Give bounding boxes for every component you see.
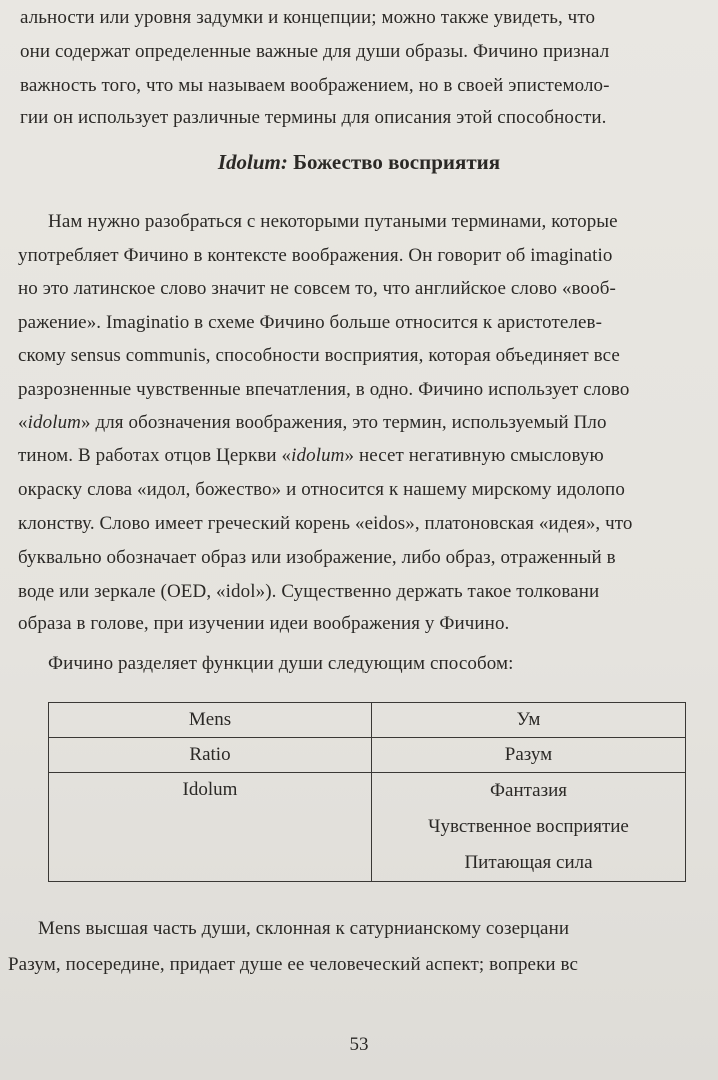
text-segment: » для обозначения воображения, это термин, используемый Пло [81,412,607,433]
italic-term: idolum [27,412,81,433]
table-cell-russian: Разум [372,738,686,773]
table-row [49,738,686,773]
text-line: альности или уровня задумки и концепции; можно также увидеть, что [20,7,596,28]
text-line: они содержат определенные важные для души образы. Фичино признал [20,41,610,62]
text-line: Разум, посередине, придает душе ее человеческий аспект; вопреки вс [8,954,579,975]
text-line [18,444,604,468]
text-line: разрозненные чувственные впечатления, в одно. Фичино использует слово [18,379,630,400]
italic-term: idolum [291,445,345,466]
table-row [49,773,686,882]
table-cell-line: Чувственное восприятие [428,816,629,837]
text-line: буквально обозначает образ или изображение, либо образ, отраженный в [18,547,616,568]
text-line: клонству. Слово имеет греческий корень «eidos», платоновская «идея», что [18,513,633,534]
text-line: но это латинское слово значит не совсем то, что английское слово «вооб- [18,278,616,299]
table-cell-latin: Idolum [49,773,372,882]
text-line: Mens высшая часть души, склонная к сатурнианскому созерцани [38,918,570,939]
table-cell-russian [372,773,686,882]
text-line: образа в голове, при изучении идеи воображения у Фичино. [18,613,510,634]
text-line: окраску слова «идол, божество» и относится к нашему мирскому идолопо [18,479,625,500]
text-line: Нам нужно разобраться с некоторыми путаными терминами, которые [48,211,618,232]
text-line: гии он использует различные термины для описания этой способности. [20,107,607,128]
table-intro: Фичино разделяет функции души следующим способом: [48,653,514,674]
text-line: скому sensus communis, способности восприятия, которая объединяет все [18,345,620,366]
text-segment: » несет негативную смысловую [344,445,604,466]
text-line: употребляет Фичино в контексте воображения. Он говорит об imaginatio [18,245,613,266]
text-segment: тином. В работах отцов Церкви « [18,445,292,466]
table-cell-russian: Ум [372,703,686,738]
text-segment: « [18,412,28,433]
table-row [49,703,686,738]
text-line: воде или зеркале (OED, «idol»). Существенно держать такое толковани [18,581,600,602]
table-cell-latin: Mens [49,703,372,738]
table-cell-latin: Ratio [49,738,372,773]
page-number: 53 [349,1034,369,1055]
soul-functions-table [48,702,686,882]
text-line [18,411,607,435]
table-cell-line: Питающая сила [464,852,593,873]
table-cell-line: Фантазия [490,780,567,801]
text-line: важность того, что мы называем воображением, но в своей эпистемоло- [20,75,610,96]
heading-italic: Idolum: [217,150,288,174]
text-line: ражение». Imaginatio в схеме Фичино больше относится к аристотелев- [18,312,603,333]
heading-rest: Божество восприятия [287,150,501,174]
section-heading [0,150,718,175]
